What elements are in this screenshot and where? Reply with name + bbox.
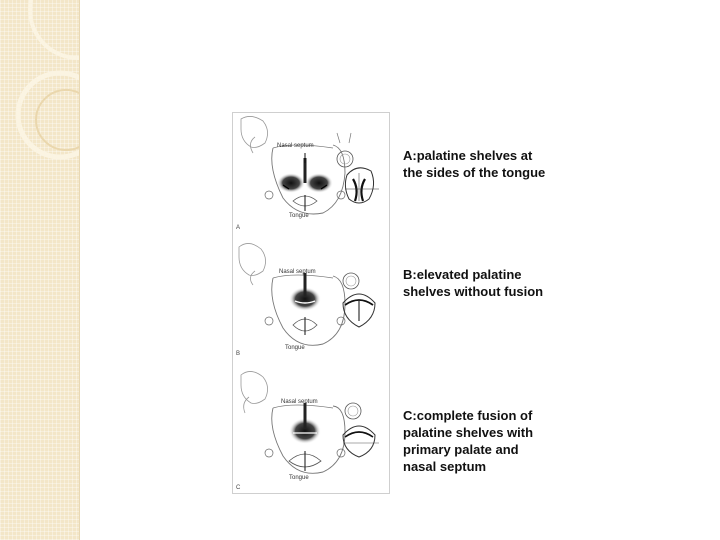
- panel-c-top-label: Nasal septum: [281, 399, 318, 405]
- panel-a-bottom-label: Tongue: [289, 213, 309, 219]
- caption-c-line-2: palatine shelves with: [403, 425, 534, 440]
- caption-a-line-2: the sides of the tongue: [403, 165, 546, 180]
- palate-development-figure: [232, 112, 390, 494]
- panel-a-letter: A: [236, 225, 241, 231]
- panel-a-top-label: Nasal septum: [277, 143, 314, 149]
- caption-c-line-1: C:complete fusion of: [403, 408, 533, 423]
- panel-b-bottom-label: Tongue: [285, 345, 305, 351]
- panel-c: [236, 371, 379, 491]
- caption-a: [403, 147, 703, 181]
- caption-b-line-2: shelves without fusion: [403, 284, 544, 299]
- panel-b-letter: B: [236, 351, 241, 357]
- caption-c: [403, 407, 703, 475]
- palate-development-illustration: [233, 113, 389, 493]
- caption-a-line-1: A:palatine shelves at: [403, 148, 533, 163]
- decorative-circles: [0, 0, 79, 540]
- caption-c-line-4: nasal septum: [403, 459, 487, 474]
- caption-b-line-1: B:elevated palatine: [403, 267, 522, 282]
- panel-b: [236, 243, 375, 357]
- panel-a: [236, 116, 379, 231]
- panel-b-top-label: Nasal septum: [279, 269, 316, 275]
- panel-c-bottom-label: Tongue: [289, 475, 309, 481]
- caption-b: [403, 266, 703, 300]
- caption-c-line-3: primary palate and: [403, 442, 519, 457]
- panel-c-letter: C: [236, 485, 241, 491]
